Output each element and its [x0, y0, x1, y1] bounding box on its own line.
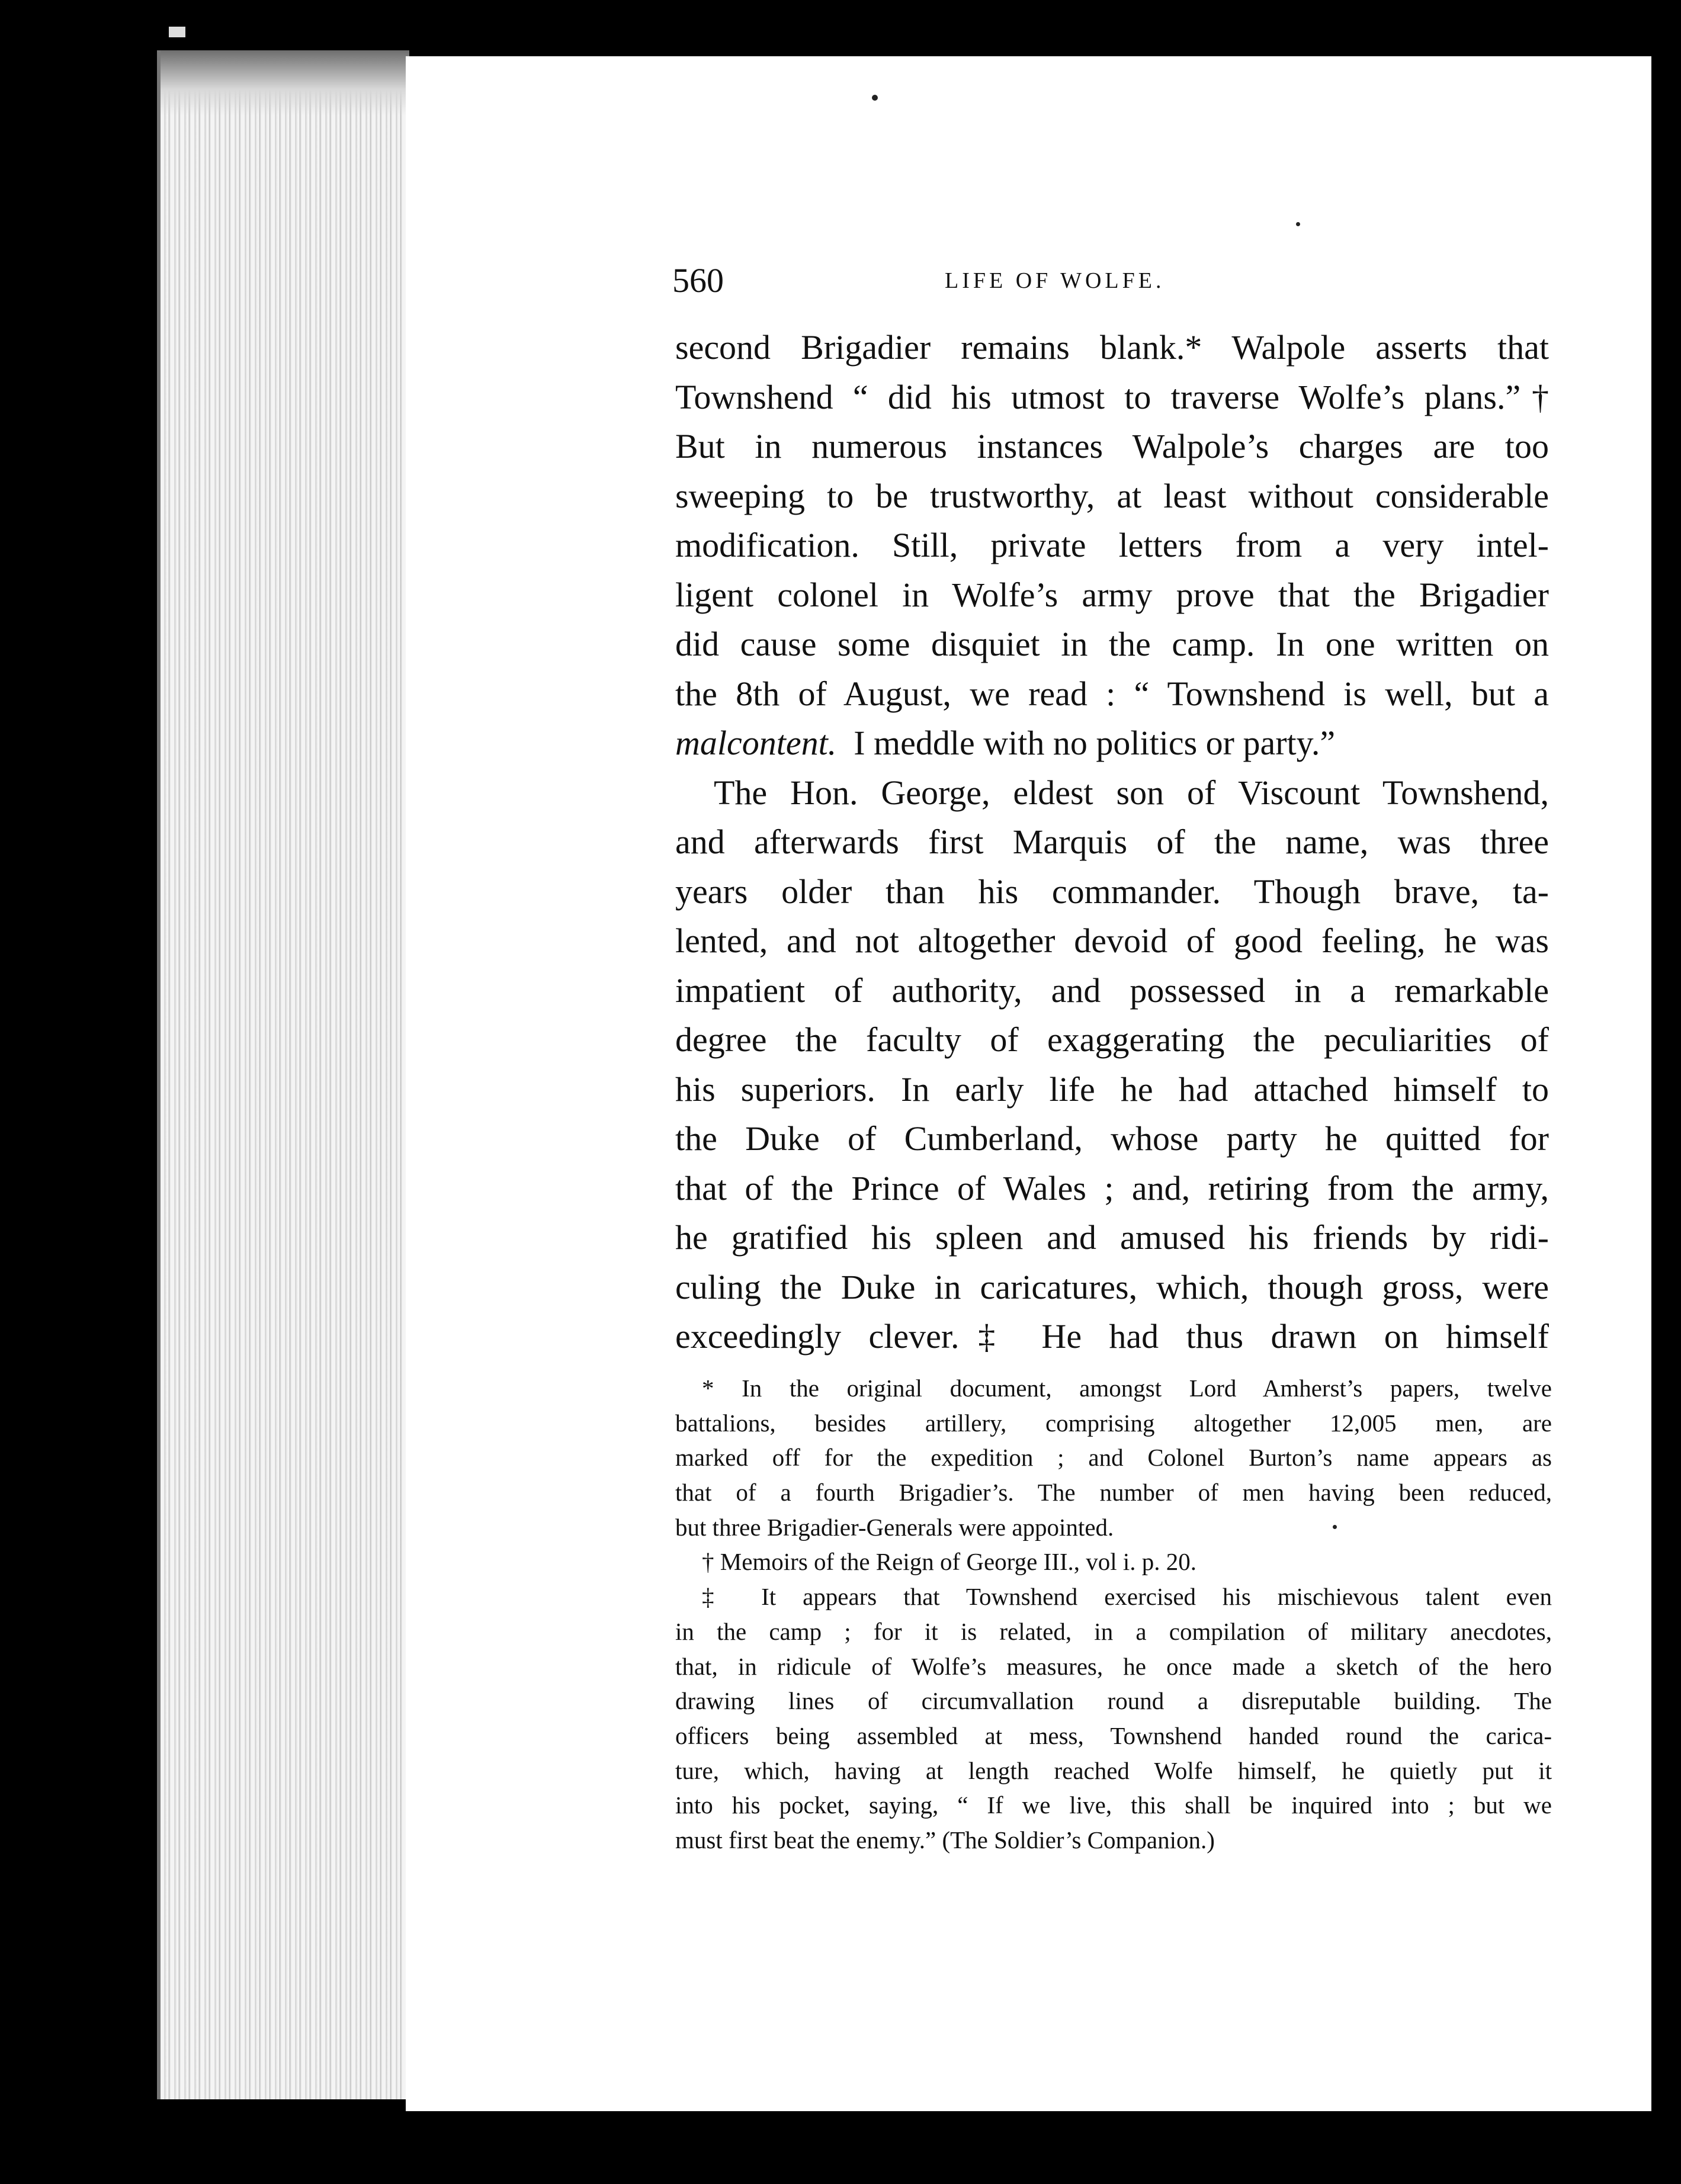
- scan-border: [1651, 0, 1681, 2184]
- body-line: the Duke of Cumberland, whose party he quitted for: [675, 1119, 1549, 1158]
- footnote-line: † Memoirs of the Reign of George III., vol i. p. 20.: [702, 1548, 1197, 1576]
- running-head: LIFE OF WOLFE.: [945, 268, 1165, 293]
- footnote-line: * In the original document, amongst Lord Amherst’s papers, twelve: [702, 1374, 1552, 1402]
- body-line: did cause some disquiet in the camp. In one written on: [675, 625, 1549, 663]
- body-line: that of the Prince of Wales ; and, retiring from the army,: [675, 1168, 1549, 1207]
- footnote-line: drawing lines of circumvallation round a disreputable building. The: [675, 1687, 1552, 1715]
- body-line-rest: I meddle with no politics or party.”: [854, 724, 1336, 762]
- footnote-line: that, in ridicule of Wolfe’s measures, he once made a sketch of the hero: [675, 1652, 1552, 1680]
- footnote-line: officers being assembled at mess, Townshend handed round the carica-: [675, 1721, 1552, 1749]
- body-line: modification. Still, private letters from a very intel-: [675, 526, 1549, 564]
- footnote-line: in the camp ; for it is related, in a compilation of military anecdotes,: [675, 1617, 1552, 1645]
- footnote-line: ‡ It appears that Townshend exercised his mischievous talent even: [702, 1583, 1552, 1611]
- body-line: The Hon. George, eldest son of Viscount Townshend,: [714, 773, 1549, 812]
- footnote-line: marked off for the expedition ; and Colonel Burton’s name appears as: [675, 1444, 1552, 1472]
- footnote-line: ture, which, having at length reached Wolfe himself, he quietly put it: [675, 1756, 1552, 1784]
- scan-corner-mark: [169, 27, 185, 37]
- body-line: he gratified his spleen and amused his friends by ridi-: [675, 1218, 1549, 1257]
- footnote-line: that of a fourth Brigadier’s. The number of men having been reduced,: [675, 1479, 1552, 1507]
- body-line: years older than his commander. Though brave, ta-: [675, 872, 1549, 911]
- body-line: culing the Duke in caricatures, which, though gross, were: [675, 1267, 1549, 1306]
- body-line: But in numerous instances Walpole’s charges are too: [675, 427, 1549, 465]
- body-line: the 8th of August, we read : “ Townshend is well, but a: [675, 674, 1549, 713]
- page-edges: [157, 50, 409, 2099]
- body-line: his superiors. In early life he had attached himself to: [675, 1069, 1549, 1109]
- body-line: exceedingly clever.‡ He had thus drawn on himself: [675, 1317, 1549, 1356]
- footnote-line: but three Brigadier-Generals were appointed.: [675, 1513, 1114, 1541]
- page-number: 560: [672, 261, 724, 300]
- body-line: Townshend “ did his utmost to traverse Wolfe’s plans.”†: [675, 377, 1549, 416]
- body-line: degree the faculty of exaggerating the peculiarities of: [675, 1020, 1549, 1059]
- footnote-line: must first beat the enemy.” (The Soldier’s Companion.): [675, 1826, 1215, 1854]
- footnote-line: battalions, besides artillery, comprising altogether 12,005 men, are: [675, 1409, 1552, 1437]
- speck: [872, 95, 878, 101]
- italic-word: malcontent.: [675, 724, 837, 762]
- body-line: impatient of authority, and possessed in a remarkable: [675, 971, 1549, 1010]
- body-line: sweeping to be trustworthy, at least without considerable: [675, 476, 1549, 515]
- footnotes: [675, 1371, 1552, 1858]
- page-header: [672, 261, 1549, 314]
- speck: [1296, 222, 1300, 226]
- footnote-line: into his pocket, saying, “ If we live, this shall be inquired into ; but we: [675, 1791, 1552, 1819]
- body-line: ligent colonel in Wolfe’s army prove that the Brigadier: [675, 575, 1549, 614]
- body-line: and afterwards first Marquis of the name, was three: [675, 823, 1549, 861]
- body-line: [675, 718, 1549, 768]
- body-line: lented, and not altogether devoid of good feeling, he was: [675, 921, 1549, 960]
- body-line: second Brigadier remains blank.* Walpole asserts that: [675, 328, 1549, 367]
- body-text: [675, 323, 1549, 1361]
